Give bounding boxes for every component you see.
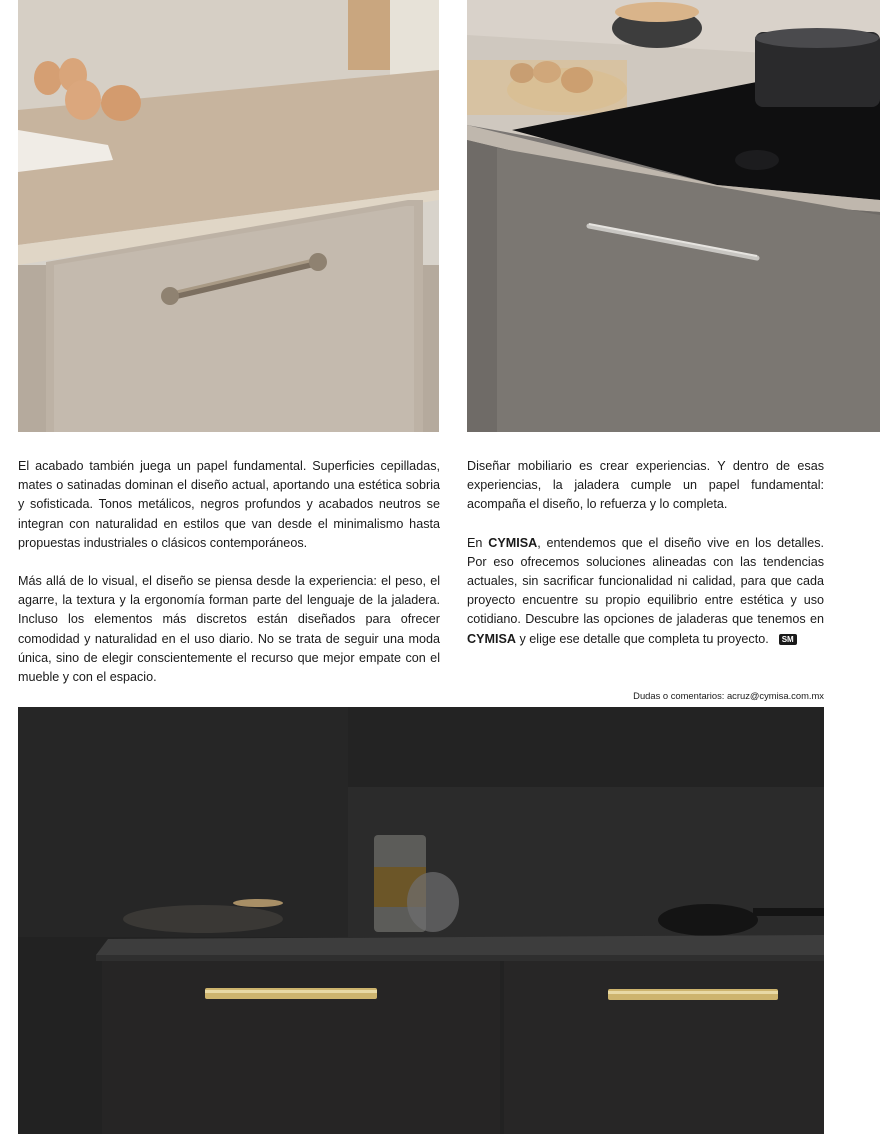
paragraph-mid: , entendemos que el diseño vive en los detalles. Por eso ofrecemos soluciones alineadas con las tendencias actuales, sin sacrificar funcionalidad ni calidad, para que cada proyecto encuentre su propio equilibrio entre estética y uso cotidiano. Descubre las opciones de jaladeras que tenemos en: [467, 535, 824, 627]
photo-dark-cabinets: [18, 707, 824, 1134]
contact-line: Dudas o comentarios: acruz@cymisa.com.mx: [633, 690, 824, 701]
brand-name: CYMISA: [488, 535, 538, 550]
end-mark-icon: SM: [779, 634, 797, 645]
left-paragraph-1: El acabado también juega un papel fundamental. Superficies cepilladas, mates o satinadas dominan el diseño actual, aportando una estética sobria y sofisticada. Tonos metálicos, negros profundos y acabados neutros se integran con naturalidad en estilos que van desde el minimalismo hasta propuestas industriales o clásicos contemporáneos.: [18, 459, 440, 550]
brand-name-2: CYMISA: [467, 631, 516, 646]
right-paragraph-1: Diseñar mobiliario es crear experiencias. Y dentro de esas experiencias, la jaladera cumple un papel fundamental: acompaña el diseño, lo refuerza y lo completa.: [467, 459, 824, 512]
photo-beige-cabinet: [18, 0, 439, 432]
right-paragraph-2: [467, 534, 824, 649]
right-text-column: [467, 457, 824, 668]
left-text-column: [18, 457, 440, 706]
photo-taupe-cabinet: [467, 0, 880, 432]
paragraph-prefix: En: [467, 535, 489, 550]
left-paragraph-2: Más allá de lo visual, el diseño se piensa desde la experiencia: el peso, el agarre, la textura y la ergonomía forman parte del lenguaje de la jaladera. Incluso los elementos más discretos están diseñados para ofrecer comodidad y naturalidad en el uso diario. No se trata de seguir una moda única, sino de elegir conscientemente el recurso que mejor empate con el mueble y con el espacio.: [18, 574, 440, 685]
paragraph-suffix: y elige ese detalle que completa tu proyecto.: [515, 631, 769, 646]
